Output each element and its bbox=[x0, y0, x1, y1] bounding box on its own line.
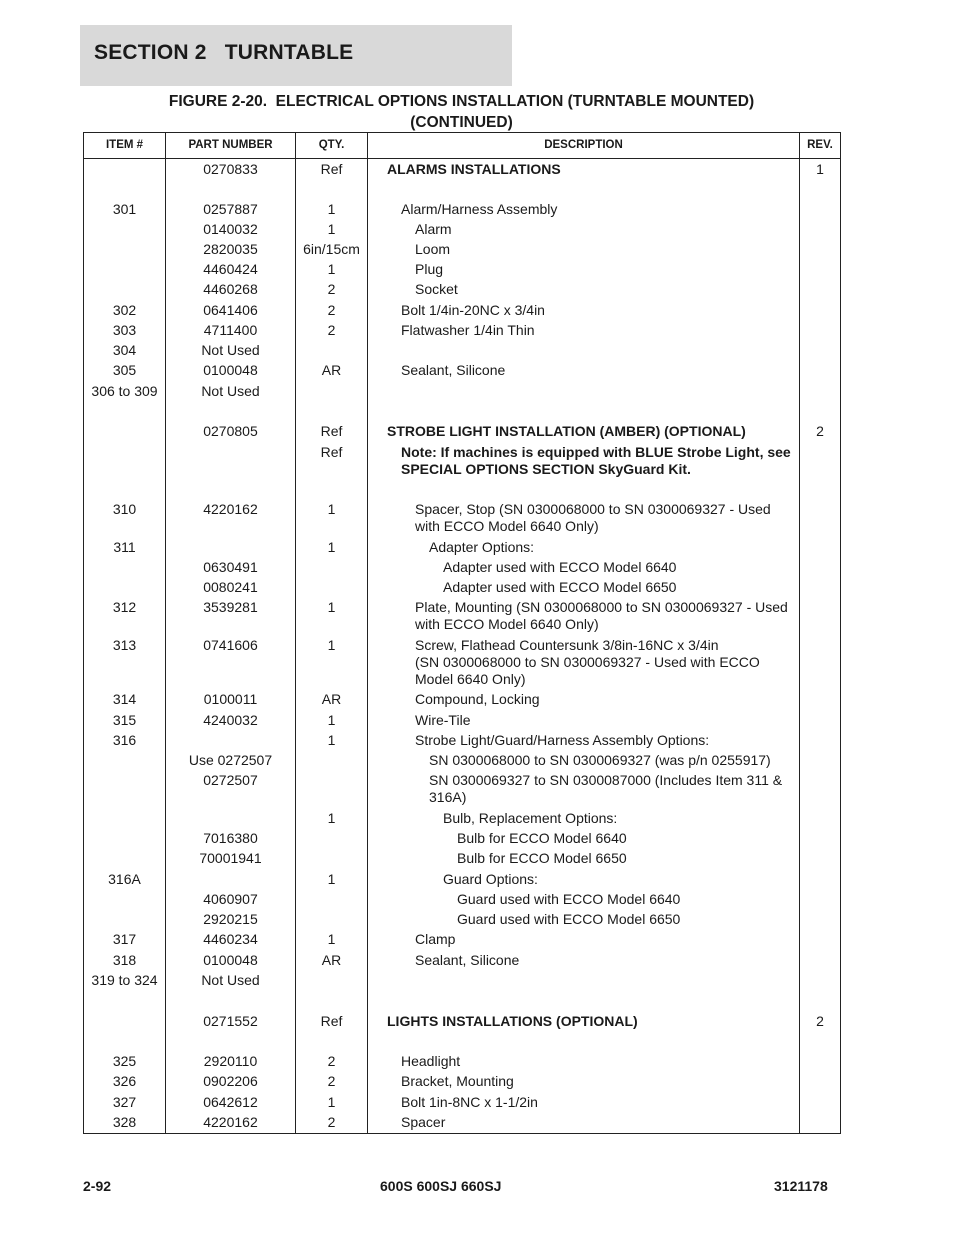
item-number: 306 to 309 bbox=[91, 383, 158, 399]
part-number: 0270805 bbox=[203, 423, 258, 439]
description-cell bbox=[368, 1053, 799, 1070]
description: Adapter Options: bbox=[429, 539, 535, 555]
quantity: Ref bbox=[320, 1013, 343, 1029]
description: Clamp bbox=[415, 931, 456, 947]
description: SN 0300068000 to SN 0300069327 (was p/n 0255917) bbox=[429, 752, 771, 768]
description: LIGHTS INSTALLATIONS (OPTIONAL) bbox=[387, 1013, 638, 1029]
part-number: 0902206 bbox=[203, 1073, 258, 1089]
description-cell bbox=[368, 871, 799, 888]
part-number: Not Used bbox=[201, 383, 260, 399]
description: Bolt 1in-8NC x 1-1/2in bbox=[401, 1094, 538, 1110]
part-number: 4460268 bbox=[203, 281, 258, 297]
part-number: Use 0272507 bbox=[188, 752, 273, 768]
item-number: 316 bbox=[112, 732, 137, 748]
description: Headlight bbox=[401, 1053, 461, 1069]
item-number: 328 bbox=[112, 1114, 137, 1130]
description: ALARMS INSTALLATIONS bbox=[387, 161, 561, 177]
description: SN 0300069327 to SN 0300087000 (Includes Item 311 & 316A) bbox=[429, 772, 783, 805]
description-cell bbox=[368, 221, 799, 238]
quantity: Ref bbox=[320, 423, 343, 439]
part-number: 0257887 bbox=[203, 201, 258, 217]
part-number: 0100011 bbox=[203, 691, 258, 707]
part-number: 4711400 bbox=[203, 322, 258, 338]
part-number: 0140032 bbox=[203, 221, 258, 237]
item-number: 310 bbox=[112, 501, 137, 517]
description-cell bbox=[368, 772, 799, 806]
description-cell bbox=[368, 599, 799, 633]
item-number: 317 bbox=[112, 931, 137, 947]
quantity: 2 bbox=[327, 322, 336, 338]
description: Alarm/Harness Assembly bbox=[401, 201, 558, 217]
description: Spacer, Stop (SN 0300068000 to SN 0300069327 - Used with ECCO Model 6640 Only) bbox=[415, 501, 771, 534]
item-number: 314 bbox=[112, 691, 137, 707]
part-number: 2920110 bbox=[203, 1053, 258, 1069]
description-cell bbox=[368, 931, 799, 948]
figure-title bbox=[83, 91, 840, 133]
description: Socket bbox=[415, 281, 458, 297]
part-number: 4240032 bbox=[203, 712, 258, 728]
quantity: AR bbox=[321, 691, 342, 707]
item-number: 319 to 324 bbox=[91, 972, 158, 988]
description-cell bbox=[368, 501, 799, 535]
description-cell bbox=[368, 637, 799, 688]
column-header-item: ITEM # bbox=[105, 139, 144, 151]
part-number: 70001941 bbox=[199, 850, 262, 866]
quantity: 1 bbox=[327, 712, 336, 728]
column-header-qty: QTY. bbox=[318, 139, 345, 151]
part-number: 4060907 bbox=[203, 891, 258, 907]
item-number: 325 bbox=[112, 1053, 137, 1069]
description: Adapter used with ECCO Model 6640 bbox=[443, 559, 677, 575]
description-cell bbox=[368, 752, 799, 769]
quantity: 1 bbox=[327, 539, 336, 555]
description-cell bbox=[368, 362, 799, 379]
description-cell bbox=[368, 1114, 799, 1131]
description-cell bbox=[368, 952, 799, 969]
quantity: 2 bbox=[327, 281, 336, 297]
quantity: Ref bbox=[320, 444, 343, 460]
description: Alarm bbox=[415, 221, 452, 237]
description: Adapter used with ECCO Model 6650 bbox=[443, 579, 677, 595]
description-cell bbox=[368, 322, 799, 339]
description-cell bbox=[368, 732, 799, 749]
description-cell bbox=[368, 302, 799, 319]
description-cell bbox=[368, 850, 799, 867]
description-cell bbox=[368, 691, 799, 708]
description: Bulb for ECCO Model 6650 bbox=[457, 850, 627, 866]
column-header-description: DESCRIPTION bbox=[544, 139, 623, 151]
revision: 2 bbox=[816, 1013, 824, 1029]
description: Screw, Flathead Countersunk 3/8in-16NC x 3/4in (SN 0300068000 to SN 0300069327 - Used with ECCO Model 6640 Only) bbox=[415, 637, 760, 687]
description: Bolt 1/4in-20NC x 3/4in bbox=[401, 302, 545, 318]
description: Plug bbox=[415, 261, 444, 277]
description: Sealant, Silicone bbox=[415, 952, 520, 968]
description-cell bbox=[368, 241, 799, 258]
description-cell bbox=[368, 201, 799, 218]
quantity: 2 bbox=[327, 1073, 336, 1089]
item-number: 301 bbox=[112, 201, 137, 217]
part-number: 0080241 bbox=[203, 579, 258, 595]
item-number: 305 bbox=[112, 362, 137, 378]
description: Compound, Locking bbox=[415, 691, 540, 707]
description-cell bbox=[368, 539, 799, 556]
description-cell bbox=[368, 281, 799, 298]
quantity: 1 bbox=[327, 871, 336, 887]
item-number: 304 bbox=[112, 342, 137, 358]
item-number: 311 bbox=[113, 539, 136, 555]
section-header bbox=[80, 25, 512, 86]
description-cell bbox=[368, 161, 799, 178]
description-cell bbox=[368, 891, 799, 908]
description-cell bbox=[368, 559, 799, 576]
part-number: 0741606 bbox=[203, 637, 258, 653]
revision: 2 bbox=[816, 423, 824, 439]
parts-table bbox=[83, 132, 841, 1134]
description-cell bbox=[368, 911, 799, 928]
part-number: 4220162 bbox=[203, 1114, 258, 1130]
description: Strobe Light/Guard/Harness Assembly Options: bbox=[415, 732, 710, 748]
description-cell bbox=[368, 1013, 799, 1030]
part-number: 2920215 bbox=[203, 911, 258, 927]
revision: 1 bbox=[816, 161, 824, 177]
document-number: 3121178 bbox=[774, 1178, 828, 1194]
description: Bracket, Mounting bbox=[401, 1073, 514, 1089]
description-cell bbox=[368, 830, 799, 847]
item-number: 318 bbox=[112, 952, 137, 968]
quantity: 6in/15cm bbox=[303, 241, 360, 257]
column-header-rev: REV. bbox=[807, 139, 833, 151]
description-cell bbox=[368, 712, 799, 729]
quantity: 1 bbox=[327, 810, 336, 826]
item-number: 315 bbox=[112, 712, 137, 728]
column-header-part-number: PART NUMBER bbox=[188, 139, 273, 151]
part-number: 4220162 bbox=[203, 501, 258, 517]
description: Bulb for ECCO Model 6640 bbox=[457, 830, 627, 846]
part-number: 0100048 bbox=[203, 952, 258, 968]
quantity: 1 bbox=[327, 637, 336, 653]
quantity: 1 bbox=[327, 201, 336, 217]
description: Plate, Mounting (SN 0300068000 to SN 0300069327 - Used with ECCO Model 6640 Only) bbox=[415, 599, 788, 632]
quantity: 1 bbox=[327, 599, 336, 615]
quantity: 1 bbox=[327, 261, 336, 277]
quantity: Ref bbox=[320, 161, 343, 177]
item-number: 316A bbox=[108, 871, 141, 887]
table-body bbox=[84, 133, 840, 1133]
description: Bulb, Replacement Options: bbox=[443, 810, 618, 826]
description-cell bbox=[368, 810, 799, 827]
part-number: 2820035 bbox=[203, 241, 258, 257]
part-number: 0100048 bbox=[203, 362, 258, 378]
quantity: 1 bbox=[327, 221, 336, 237]
item-number: 326 bbox=[112, 1073, 137, 1089]
description: Sealant, Silicone bbox=[401, 362, 506, 378]
quantity: AR bbox=[321, 952, 342, 968]
description: Guard used with ECCO Model 6640 bbox=[457, 891, 681, 907]
description: Spacer bbox=[401, 1114, 446, 1130]
quantity: 1 bbox=[327, 1094, 336, 1110]
quantity: 1 bbox=[327, 732, 336, 748]
description: Flatwasher 1/4in Thin bbox=[401, 322, 535, 338]
item-number: 302 bbox=[112, 302, 137, 318]
description-cell bbox=[368, 423, 799, 440]
model-numbers: 600S 600SJ 660SJ bbox=[380, 1178, 502, 1194]
part-number: 0271552 bbox=[203, 1013, 258, 1029]
part-number: 0641406 bbox=[203, 302, 258, 318]
part-number: 0630491 bbox=[203, 559, 258, 575]
description-cell bbox=[368, 261, 799, 278]
part-number: 7016380 bbox=[203, 830, 258, 846]
figure-title-line1: FIGURE 2-20. ELECTRICAL OPTIONS INSTALLATION (TURNTABLE MOUNTED) bbox=[168, 93, 755, 110]
part-number: 0642612 bbox=[203, 1094, 258, 1110]
description: Guard Options: bbox=[443, 871, 538, 887]
item-number: 327 bbox=[112, 1094, 137, 1110]
part-number: 4460234 bbox=[203, 931, 258, 947]
part-number: 4460424 bbox=[203, 261, 258, 277]
description-cell bbox=[368, 1073, 799, 1090]
part-number: Not Used bbox=[201, 972, 260, 988]
item-number: 303 bbox=[112, 322, 137, 338]
description: Note: If machines is equipped with BLUE Strobe Light, see SPECIAL OPTIONS SECTION SkyGuard Kit. bbox=[401, 444, 791, 477]
part-number: 0272507 bbox=[203, 772, 258, 788]
quantity: 1 bbox=[327, 931, 336, 947]
item-number: 313 bbox=[112, 637, 137, 653]
section-title: SECTION 2 TURNTABLE bbox=[94, 41, 354, 64]
description: Loom bbox=[415, 241, 451, 257]
quantity: 2 bbox=[327, 1114, 336, 1130]
description: Guard used with ECCO Model 6650 bbox=[457, 911, 681, 927]
item-number: 312 bbox=[112, 599, 137, 615]
page-number: 2-92 bbox=[83, 1178, 112, 1194]
description-cell bbox=[368, 444, 799, 478]
description-cell bbox=[368, 1094, 799, 1111]
description: Wire-Tile bbox=[415, 712, 471, 728]
quantity: 2 bbox=[327, 302, 336, 318]
figure-title-line2: (CONTINUED) bbox=[410, 114, 513, 131]
part-number: 3539281 bbox=[203, 599, 258, 615]
description-cell bbox=[368, 579, 799, 596]
quantity: AR bbox=[321, 362, 342, 378]
part-number: Not Used bbox=[201, 342, 260, 358]
quantity: 1 bbox=[327, 501, 336, 517]
description: STROBE LIGHT INSTALLATION (AMBER) (OPTIONAL) bbox=[387, 423, 746, 439]
quantity: 2 bbox=[327, 1053, 336, 1069]
part-number: 0270833 bbox=[203, 161, 258, 177]
